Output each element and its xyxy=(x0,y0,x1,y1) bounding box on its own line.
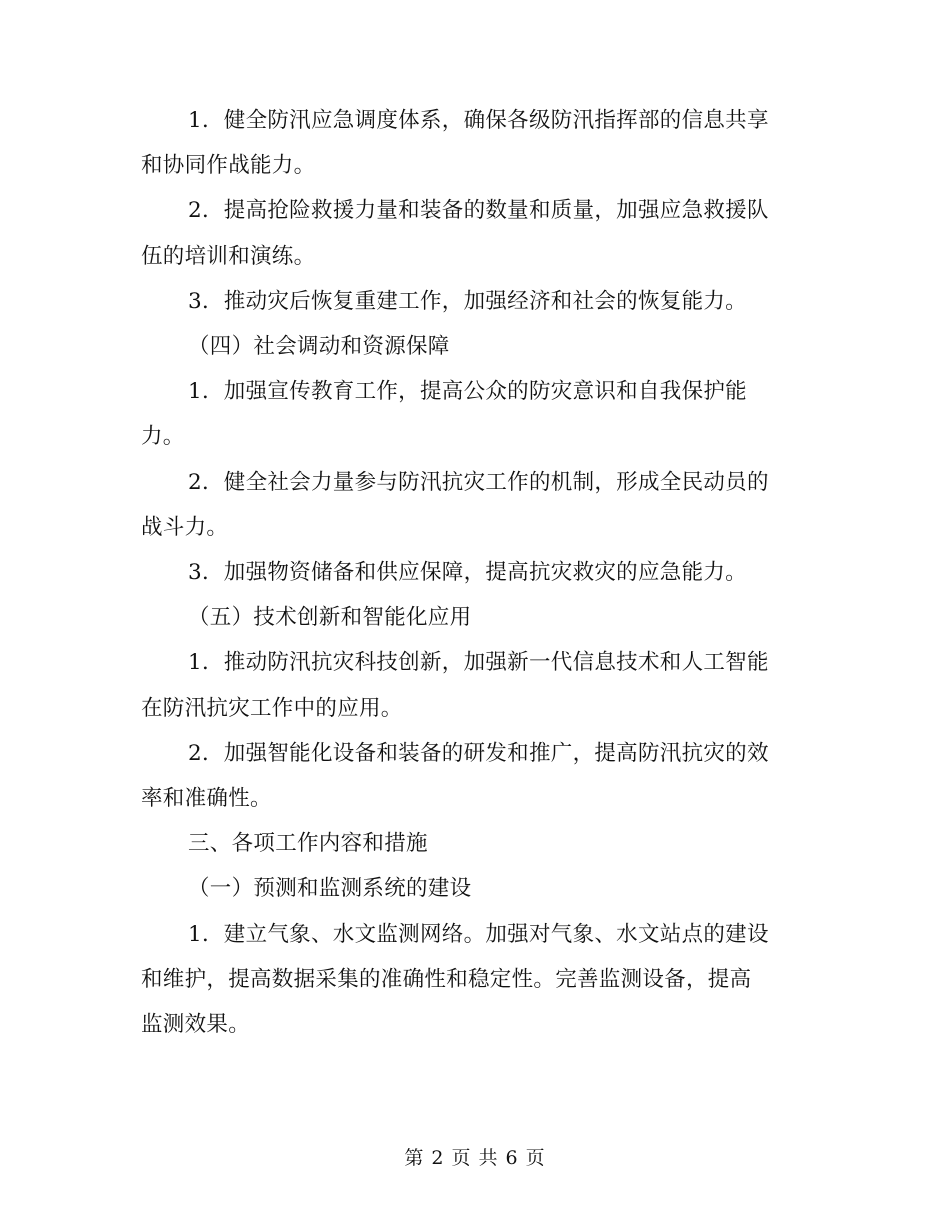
paragraph-7 xyxy=(141,550,809,595)
paragraph-line: 在防汛抗灾工作中的应用。 xyxy=(141,695,403,721)
paragraph-line: 和维护，提高数据采集的准确性和稳定性。完善监测设备，提高 xyxy=(141,966,752,992)
paragraph-line: 2．加强智能化设备和装备的研发和推广，提高防汛抗灾的效 xyxy=(188,740,769,766)
paragraph-line: 2．健全社会力量参与防汛抗灾工作的机制，形成全民动员的 xyxy=(188,469,769,495)
paragraph-line: 1．推动防汛抗灾科技创新，加强新一代信息技术和人工智能 xyxy=(188,650,769,676)
paragraph-line: （五）技术创新和智能化应用 xyxy=(188,605,472,631)
paragraph-line: 2．提高抢险救援力量和装备的数量和质量，加强应急救援队 xyxy=(188,198,769,224)
paragraph-3 xyxy=(141,279,809,324)
paragraph-line: 和协同作战能力。 xyxy=(141,153,316,179)
paragraph-line: 力。 xyxy=(141,424,185,450)
paragraph-line: 1．健全防汛应急调度体系，确保各级防汛指挥部的信息共享 xyxy=(188,108,769,133)
paragraph-1 xyxy=(141,98,809,188)
paragraph-line: 伍的培训和演练。 xyxy=(141,243,316,269)
paragraph-line: （一）预测和监测系统的建设 xyxy=(188,876,472,902)
section-heading-1 xyxy=(141,866,809,911)
paragraph-line: 监测效果。 xyxy=(141,1012,251,1038)
paragraph-line: 3．推动灾后恢复重建工作，加强经济和社会的恢复能力。 xyxy=(188,288,747,314)
paragraph-line: （四）社会调动和资源保障 xyxy=(188,334,450,360)
paragraph-line: 1．建立气象、水文监测网络。加强对气象、水文站点的建设 xyxy=(188,921,769,947)
paragraph-line: 1．加强宣传教育工作，提高公众的防灾意识和自我保护能 xyxy=(188,379,747,405)
paragraph-line: 3．加强物资储备和供应保障，提高抗灾救灾的应急能力。 xyxy=(188,560,747,586)
page-number-footer: 第 2 页 共 6 页 xyxy=(404,1147,546,1169)
paragraph-9 xyxy=(141,640,809,730)
section-heading-5 xyxy=(141,595,809,640)
document-body xyxy=(141,98,809,1047)
paragraph-6 xyxy=(141,460,809,550)
section-heading-4 xyxy=(141,324,809,369)
paragraph-10 xyxy=(141,731,809,821)
paragraph-line: 率和准确性。 xyxy=(141,786,272,812)
paragraph-2 xyxy=(141,188,809,278)
paragraph-line: 战斗力。 xyxy=(141,514,229,540)
chapter-heading-3 xyxy=(141,821,809,866)
paragraph-line: 三、各项工作内容和措施 xyxy=(188,831,428,857)
paragraph-5 xyxy=(141,369,809,459)
paragraph-13 xyxy=(141,912,809,1048)
